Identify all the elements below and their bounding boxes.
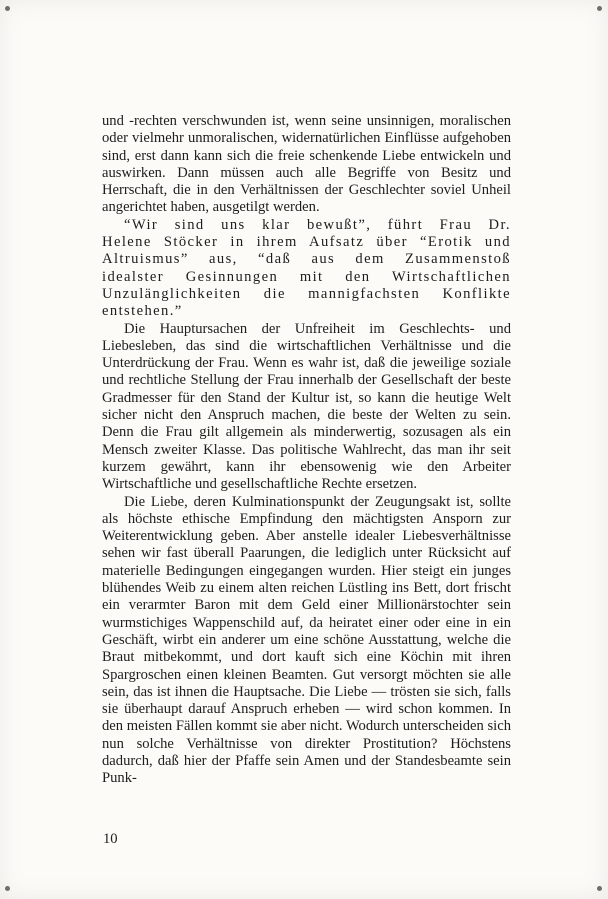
scan-artifact-bottom-left [5, 886, 10, 891]
paragraph-hauptursachen: Die Hauptursachen der Unfreiheit im Geschlechts- und Liebesleben, das sind die wirtschaftlichen Verhältnisse und die Unterdrückung der Frau. Wenn es wahr ist, daß die jeweilige soziale und rechtliche Stellung der Frau innerhalb der Gesellschaft der beste Gradmesser für den Stand der Kultur ist, so kann die heutige Welt sicher nicht den Anspruch machen, die beste der Welten zu sein. Denn die Frau gilt allgemein als minderwertig, sozusagen als ein Mensch zweiter Klasse. Das politische Wahlrecht, das man ihr seit kurzem gewährt, kann ihr ebensowenig wie den Arbeiter Wirtschaftliche und gesellschaftliche Rechte ersetzen. [102, 320, 511, 493]
paragraph-quote-stoecker: “Wir sind uns klar bewußt”, führt Frau Dr. Helene Stöcker in ihrem Aufsatz über “Erotik und Altruismus” aus, “daß aus dem Zusammenstoß idealster Gesinnungen mit den Wirtschaftlichen Unzulänglichkeiten die mannigfachsten Konflikte entstehen.” [102, 216, 511, 320]
page-text-block [102, 113, 511, 788]
scan-artifact-bottom-right [597, 886, 602, 891]
paragraph-die-liebe: Die Liebe, deren Kulminationspunkt der Zeugungsakt ist, sollte als höchste ethische Empfindung den mächtigsten Ansporn zur Weiterentwicklung geben. Aber anstelle idealer Liebesverhältnisse sehen wir fast überall Paarungen, die lediglich unter Rücksicht auf materielle Bedingungen eingegangen wurden. Hier steigt ein junges blühendes Weib zu einem alten reichen Lüstling ins Bett, dort frischt ein verarmter Baron mit dem Geld einer Millionärstochter sein wurmstichiges Wappenschild auf, da heiratet einer oder eine in ein Geschäft, wirbt ein anderer um eine schöne Ausstattung, welche die Braut mitbekommt, und dort kauft sich eine Köchin mit ihren Spargroschen einen kleinen Beamten. Gut versorgt möchten sie alle sein, das ist ihnen die Hauptsache. Die Liebe — trösten sie sich, falls sie überhaupt darauf Anspruch erheben — wird schon kommen. In den meisten Fällen kommt sie aber nicht. Wodurch unterscheiden sich nun solche Verhältnisse von direkter Prostitution? Höchstens dadurch, daß hier der Pfaffe sein Amen und der Standesbeamte sein Punk- [102, 493, 511, 787]
scan-artifact-top-right [597, 6, 602, 11]
scan-artifact-top-left [5, 6, 10, 11]
paragraph-continuation: und -rechten verschwunden ist, wenn seine unsinnigen, moralischen oder vielmehr unmoralischen, widernatürlichen Einflüsse aufgehoben sind, erst dann kann sich die freie schenkende Liebe entwickeln und auswirken. Dann müssen auch alle Begriffe von Besitz und Herrschaft, die in den Verhältnissen der Geschlechter soviel Unheil angerichtet haben, ausgetilgt werden. [102, 113, 511, 216]
page-number: 10 [103, 831, 118, 847]
